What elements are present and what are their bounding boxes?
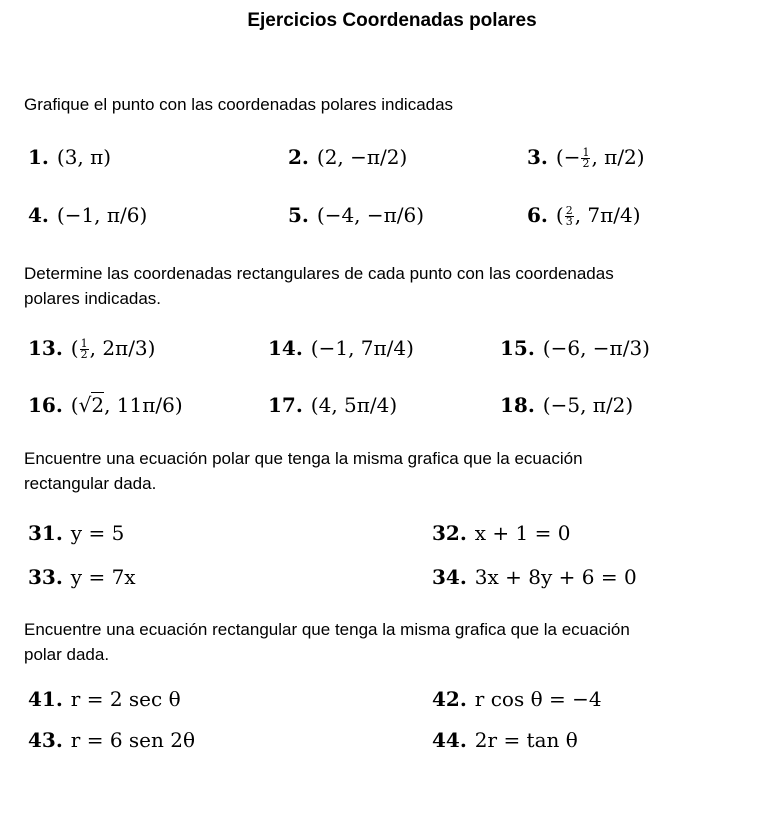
exercise-number: 1. — [28, 145, 49, 169]
exercise-number: 17. — [268, 393, 303, 417]
fraction-denominator: 2 — [582, 157, 590, 170]
exercise-14 — [268, 336, 414, 360]
fraction-numerator: 2 — [565, 204, 573, 217]
fraction — [581, 148, 590, 169]
exercise-number: 4. — [28, 203, 49, 227]
fraction-denominator: 2 — [80, 348, 88, 361]
exercise-expression: (−1, 7π/4) — [310, 336, 414, 360]
exercise-number: 32. — [432, 521, 467, 545]
exercise-34 — [432, 565, 637, 589]
exercise-expression: r = 2 sec θ — [70, 687, 181, 711]
exercise-expression: r = 6 sen 2θ — [70, 728, 196, 752]
exercise-expression: 2r = tan θ — [474, 728, 578, 752]
exercise-32 — [432, 521, 570, 545]
instruction-rect-eq-line1: Encuentre una ecuación rectangular que tenga la misma grafica que la ecuación — [24, 620, 630, 639]
exercise-expression: (−6, −π/3) — [542, 336, 650, 360]
fraction — [565, 206, 574, 227]
exercise-expression: x + 1 = 0 — [474, 521, 571, 545]
fraction-denominator: 3 — [565, 215, 573, 228]
exercise-expression: (2, −π/2) — [316, 145, 408, 169]
exercise-number: 31. — [28, 521, 63, 545]
exercise-expression: y = 7x — [70, 565, 136, 589]
exercise-2 — [288, 145, 407, 169]
exercise-15 — [500, 336, 650, 360]
expression-close: , 2π/3) — [89, 336, 156, 360]
expression-open: ( — [70, 336, 79, 360]
instruction-rect-coords-line2: polares indicadas. — [24, 289, 162, 308]
exercise-41 — [28, 687, 181, 711]
exercise-number: 5. — [288, 203, 309, 227]
instruction-polar-eq-line1: Encuentre una ecuación polar que tenga la misma grafica que la ecuación — [24, 449, 583, 468]
expression-open: ( — [555, 203, 564, 227]
fraction-numerator: 1 — [80, 337, 88, 350]
exercise-33 — [28, 565, 136, 589]
expression-close: , 11π/6) — [104, 393, 183, 417]
exercise-number: 43. — [28, 728, 63, 752]
exercise-44 — [432, 728, 578, 752]
page-title: Ejercicios Coordenadas polares — [247, 10, 537, 31]
exercise-number: 14. — [268, 336, 303, 360]
exercise-number: 42. — [432, 687, 467, 711]
expression-close: , π/2) — [591, 145, 645, 169]
exercise-16 — [28, 393, 183, 417]
exercise-number: 15. — [500, 336, 535, 360]
exercise-number: 44. — [432, 728, 467, 752]
exercise-43 — [28, 728, 195, 752]
expression-close: , 7π/4) — [574, 203, 641, 227]
instruction-polar-eq-line2: rectangular dada. — [24, 474, 157, 493]
exercise-number: 16. — [28, 393, 63, 417]
exercise-number: 2. — [288, 145, 309, 169]
instruction-rect-coords-line1: Determine las coordenadas rectangulares de cada punto con las coordenadas — [24, 264, 614, 283]
exercise-number: 33. — [28, 565, 63, 589]
exercise-expression: (−5, π/2) — [542, 393, 634, 417]
exercise-1 — [28, 145, 111, 169]
exercise-31 — [28, 521, 124, 545]
exercise-number: 13. — [28, 336, 63, 360]
exercise-13 — [28, 336, 155, 360]
fraction-numerator: 1 — [582, 146, 590, 159]
exercise-number: 18. — [500, 393, 535, 417]
exercise-42 — [432, 687, 602, 711]
exercise-number: 41. — [28, 687, 63, 711]
exercise-expression: 3x + 8y + 6 = 0 — [474, 565, 637, 589]
exercise-expression: (4, 5π/4) — [310, 393, 398, 417]
exercise-number: 3. — [527, 145, 548, 169]
instruction-graph-points: Grafique el punto con las coordenadas polares indicadas — [24, 95, 454, 114]
exercise-number: 6. — [527, 203, 548, 227]
instruction-rect-eq-line2: polar dada. — [24, 645, 110, 664]
exercise-3 — [527, 145, 645, 169]
exercise-expression: r cos θ = −4 — [474, 687, 602, 711]
fraction — [80, 339, 89, 360]
expression-open: (√ — [70, 393, 92, 417]
exercise-5 — [288, 203, 424, 227]
exercise-17 — [268, 393, 397, 417]
exercise-number: 34. — [432, 565, 467, 589]
exercise-expression: (−4, −π/6) — [316, 203, 425, 227]
expression-open: (− — [555, 145, 581, 169]
exercise-expression: y = 5 — [70, 521, 125, 545]
exercise-4 — [28, 203, 147, 227]
exercise-6 — [527, 203, 641, 227]
sqrt-argument: 2 — [91, 393, 105, 417]
exercise-expression: (−1, π/6) — [56, 203, 148, 227]
exercise-18 — [500, 393, 633, 417]
exercise-expression: (3, π) — [56, 145, 112, 169]
